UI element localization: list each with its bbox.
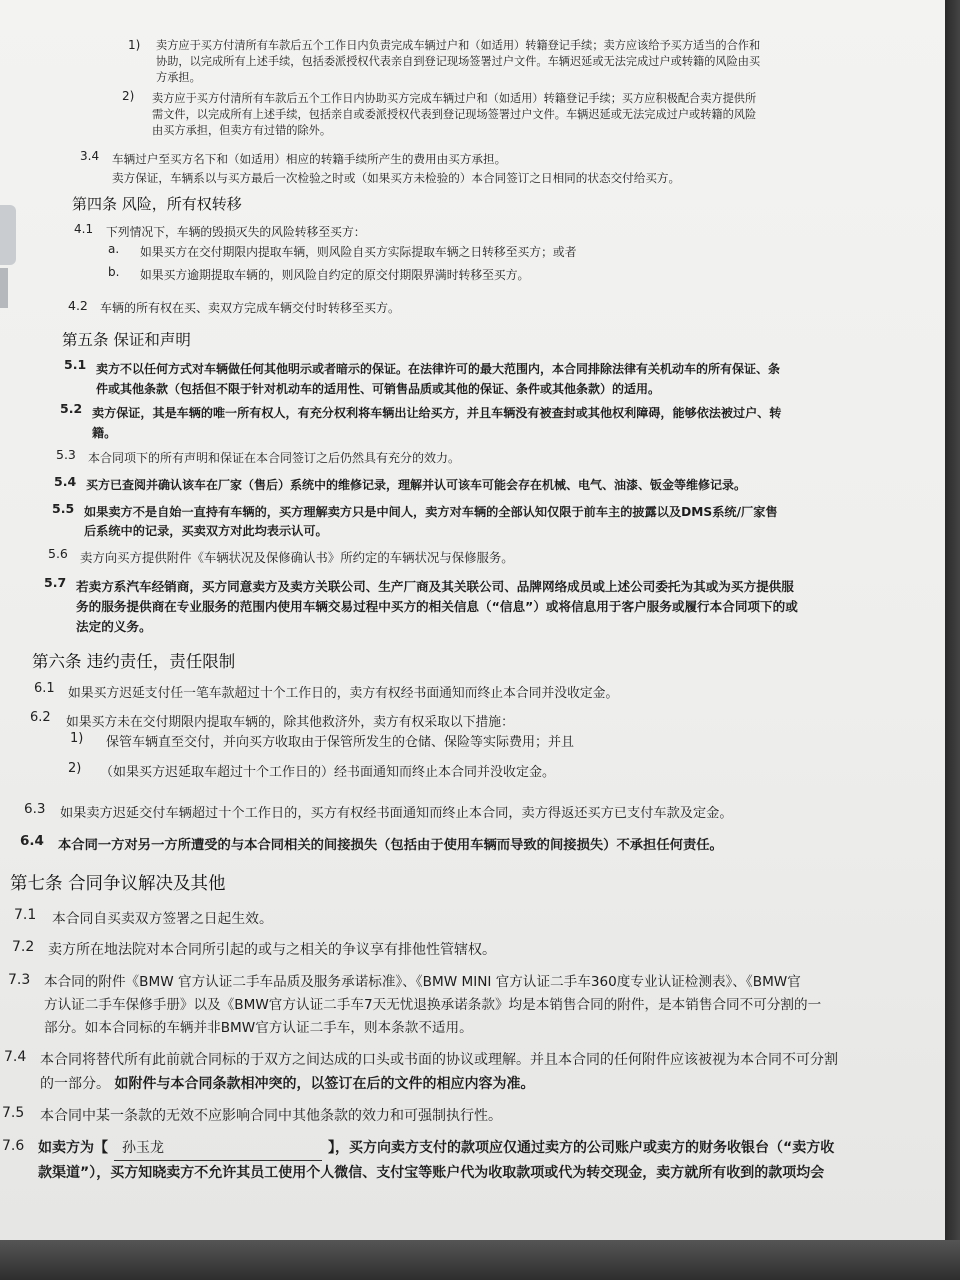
text-line: 若卖方系汽车经销商，买方同意卖方及卖方关联公司、生产厂商及其关联公司、品牌网络成员或上述公司委托为其或为买方提供服 (76, 579, 794, 594)
clause-number: 7.4 (4, 1049, 27, 1065)
clause-number: 7.1 (14, 907, 37, 923)
clause-text: 如果卖方迟延交付车辆超过十个工作日的，买方有权经书面通知而终止本合同，卖方得返还买方已支付车款及定金。 (60, 806, 733, 821)
clause-number: 5.1 (64, 357, 87, 372)
text-segment: 如卖方为【 (38, 1140, 108, 1156)
clause-text: 保管车辆直至交付，并向买方收取由于保管所发生的仓储、保险等实际费用；并且 (106, 735, 575, 750)
clause-number: 5.3 (56, 447, 76, 462)
article-heading: 第五条 保证和声明 (62, 331, 191, 349)
clause-number: 6.3 (24, 801, 46, 817)
phone-edge-object (0, 205, 16, 265)
clause-number: 6.2 (30, 710, 51, 725)
text-line: 车辆过户至买方名下和（如适用）相应的转籍手续所产生的费用由买方承担。 (112, 152, 507, 166)
item-number: 2) (122, 89, 135, 103)
seller-name-field: 孙玉龙 (114, 1136, 322, 1161)
text-line (38, 1136, 834, 1161)
text-line: 籍。 (92, 426, 117, 440)
clause-text (152, 91, 756, 139)
clause-number: 4.2 (68, 298, 88, 313)
clause-number: 4.1 (74, 222, 94, 236)
background-edge (945, 0, 960, 1280)
clause-text: 本合同一方对另一方所遭受的与本合同相关的间接损失（包括由于使用车辆而导致的间接损失）不承担任何责任。 (58, 838, 723, 853)
item-number: 1) (70, 731, 84, 746)
clause-number: 6.1 (34, 681, 55, 696)
clause-text (84, 503, 778, 541)
text-line: 法定的义务。 (76, 619, 152, 634)
clause-number: 7.3 (8, 972, 31, 988)
clause-number: 5.7 (44, 575, 67, 590)
text-line: 务的服务提供商在专业服务的范围内使用车辆交易过程中买方的相关信息（“信息”）或将信息用于客户服务或履行本合同项下的或 (76, 599, 798, 614)
text-line: 方承担。 (156, 71, 201, 84)
text-line (40, 1072, 838, 1096)
clause-text (38, 1136, 834, 1185)
item-number: 1) (128, 38, 141, 52)
background-edge (0, 1240, 960, 1280)
text-segment-bold: 如附件与本合同条款相冲突的，以签订在后的文件的相应内容为准。 (114, 1076, 535, 1092)
text-line: 本合同将替代所有此前就合同标的于双方之间达成的口头或书面的协议或理解。并且本合同的任何附件应该被视为本合同不可分割 (40, 1052, 838, 1068)
clause-number: 5.2 (60, 401, 83, 416)
clause-text: 卖方所在地法院对本合同所引起的或与之相关的争议享有排他性管辖权。 (48, 942, 496, 958)
text-line: 部分。如本合同标的车辆并非BMW官方认证二手车，则本条款不适用。 (44, 1020, 473, 1036)
clause-text (76, 577, 798, 637)
text-line: 卖方应于买方付清所有车款后五个工作日内协助买方完成车辆过户和（如适用）转籍登记手续；买方应积极配合卖方提供所 (152, 92, 757, 105)
clause-text: 本合同中某一条款的无效不应影响合同中其他条款的效力和可强制执行性。 (40, 1108, 502, 1124)
text-line: 卖方保证，其是车辆的唯一所有权人，有充分权利将车辆出让给买方，并且车辆没有被查封或其他权利障碍，能够依法被过户、转 (92, 406, 782, 420)
clause-text: 买方已查阅并确认该车在厂家（售后）系统中的维修记录，理解并认可该车可能会存在机械、电气、油漆、钣金等维修记录。 (86, 478, 747, 492)
clause-number: 5.5 (52, 501, 75, 516)
clause-text (92, 403, 781, 443)
text-line: 后系统中的记录，买卖双方对此均表示认可。 (84, 524, 328, 538)
clause-number: 5.6 (48, 546, 68, 561)
clause-text: 卖方向买方提供附件《车辆状况及保修确认书》所约定的车辆状况与保修服务。 (80, 550, 514, 565)
clause-text (156, 38, 760, 86)
clause-number: 3.4 (80, 149, 100, 163)
clause-number: 6.4 (20, 833, 44, 849)
clause-text: 车辆的所有权在买、卖双方完成车辆交付时转移至买方。 (100, 301, 401, 315)
text-line: 款渠道”），买方知晓卖方不允许其员工使用个人微信、支付宝等账户代为收取款项或代为转交现金，卖方就所有收到的款项均会 (38, 1165, 825, 1181)
text-segment: 】，买方向卖方支付的款项应仅通过卖方的公司账户或卖方的财务收银台（“卖方收 (328, 1140, 835, 1156)
clause-text: 下列情况下，车辆的毁损灭失的风险转移至买方： (106, 225, 366, 239)
clause-text: （如果买方迟延取车超过十个工作日的）经书面通知而终止本合同并没收定金。 (100, 765, 556, 780)
clause-text (40, 1048, 838, 1096)
text-line: 方认证二手车保修手册》以及《BMW官方认证二手车7天无忧退换承诺条款》均是本销售合同的附件，是本销售合同不可分割的一 (44, 997, 822, 1013)
clause-text: 如果买方逾期提取车辆的，则风险自约定的原交付期限界满时转移至买方。 (140, 268, 530, 282)
clause-number: 7.6 (2, 1138, 25, 1154)
clause-text: 如果买方在交付期限内提取车辆，则风险自买方实际提取车辆之日转移至买方；或者 (140, 245, 577, 259)
text-line: 件或其他条款（包括但不限于针对机动车的适用性、可销售品质或其他的保证、条件或其他条款）的适用。 (96, 382, 661, 396)
item-letter: a. (108, 242, 120, 256)
clause-number: 5.4 (54, 474, 77, 489)
clause-text: 本合同自买卖双方签署之日起生效。 (52, 911, 273, 927)
clause-text (96, 359, 780, 399)
text-line: 如果卖方不是自始一直持有车辆的，买方理解卖方只是中间人，卖方对车辆的全部认知仅限于前车主的披露以及DMS系统/厂家售 (84, 505, 778, 519)
clause-text (112, 150, 680, 188)
article-heading: 第七条 合同争议解决及其他 (10, 874, 226, 894)
phone-edge-object (0, 268, 8, 308)
text-line: 卖方不以任何方式对车辆做任何其他明示或者暗示的保证。在法律许可的最大范围内，本合同排除法律有关机动车的所有保证、条 (96, 362, 781, 376)
text-segment: 的一部分。 (40, 1076, 110, 1092)
clause-text: 如果买方迟延支付任一笔车款超过十个工作日的，卖方有权经书面通知而终止本合同并没收定金。 (68, 686, 619, 701)
item-number: 2) (68, 761, 82, 776)
clause-number: 7.5 (2, 1105, 25, 1121)
article-heading: 第六条 违约责任，责任限制 (32, 652, 236, 671)
clause-number: 7.2 (12, 939, 35, 955)
clause-text (44, 971, 821, 1040)
text-line: 协助，以完成所有上述手续，包括委派授权代表亲自到登记现场签署过户文件。车辆迟延或无法完成过户或转籍的风险由买 (156, 55, 761, 68)
item-letter: b. (108, 265, 120, 279)
article-heading: 第四条 风险，所有权转移 (72, 195, 242, 213)
clause-text: 本合同项下的所有声明和保证在本合同签订之后仍然具有充分的效力。 (88, 451, 461, 465)
text-line: 卖方保证，车辆系以与买方最后一次检验之时或（如果买方未检验的）本合同签订之日相同的状态交付给买方。 (112, 171, 681, 185)
text-line: 由买方承担，但卖方有过错的除外。 (152, 124, 332, 137)
text-line: 卖方应于买方付清所有车款后五个工作日内负责完成车辆过户和（如适用）转籍登记手续；卖方应该给予买方适当的合作和 (156, 39, 761, 52)
text-line: 需文件，以完成所有上述手续，包括亲自或委派授权代表到登记现场签署过户文件。车辆迟延或无法完成过户或转籍的风险 (152, 108, 757, 121)
clause-text: 如果买方未在交付期限内提取车辆的，除其他救济外，卖方有权采取以下措施： (66, 715, 514, 730)
text-line: 本合同的附件《BMW 官方认证二手车品质及服务承诺标准》、《BMW MINI 官方认证二手车360度专业认证检测表》、《BMW官 (44, 974, 801, 990)
